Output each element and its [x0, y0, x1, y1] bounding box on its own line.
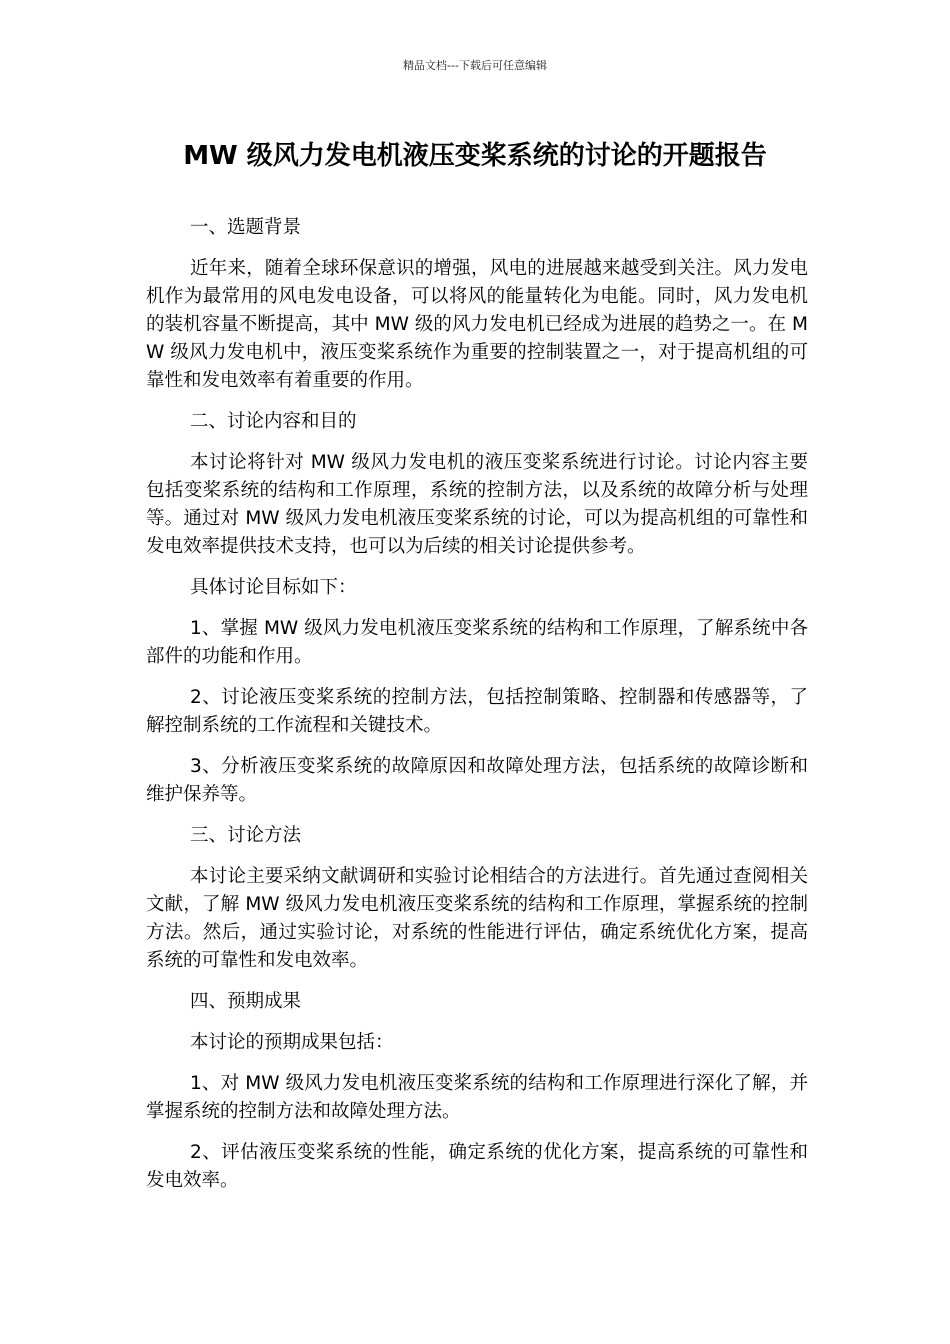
section-heading-expected-results: 四、预期成果	[190, 991, 302, 1012]
paragraph-goal-2: 2、讨论液压变桨系统的控制方法，包括控制策略、控制器和传感器等，了解控制系统的工作流程和关键技术。	[146, 687, 808, 736]
page-header-note: 精品文档---下载后可任意编辑	[403, 59, 547, 72]
section-heading-content-purpose: 二、讨论内容和目的	[190, 411, 357, 432]
section-heading-background: 一、选题背景	[190, 217, 302, 238]
paragraph-result-2: 2、评估液压变桨系统的性能，确定系统的优化方案，提高系统的可靠性和发电效率。	[146, 1142, 808, 1191]
paragraph-result-1: 1、对 MW 级风力发电机液压变桨系统的结构和工作原理进行深化了解，并掌握系统的控制方法和故障处理方法。	[146, 1073, 808, 1122]
paragraph-content-purpose: 本讨论将针对 MW 级风力发电机的液压变桨系统进行讨论。讨论内容主要包括变桨系统的结构和工作原理，系统的控制方法，以及系统的故障分析与处理等。通过对 MW 级风力发电机液压变桨系统的讨论，可以为提高机组的可靠性和发电效率提供技术支持，也可以为后续的相关讨论提供参考。	[146, 452, 808, 557]
paragraph-method: 本讨论主要采纳文献调研和实验讨论相结合的方法进行。首先通过查阅相关文献，了解 MW 级风力发电机液压变桨系统的结构和工作原理，掌握系统的控制方法。然后，通过实验讨论，对系统的性能进行评估，确定系统优化方案，提高系统的可靠性和发电效率。	[146, 866, 808, 971]
paragraph-background: 近年来，随着全球环保意识的增强，风电的进展越来越受到关注。风力发电机作为最常用的风电发电设备，可以将风的能量转化为电能。同时，风力发电机的装机容量不断提高，其中 MW 级的风力发电机已经成为进展的趋势之一。在 MW 级风力发电机中，液压变桨系统作为重要的控制装置之一，对于提高机组的可靠性和发电效率有着重要的作用。	[146, 258, 808, 391]
paragraph-goal-1: 1、掌握 MW 级风力发电机液压变桨系统的结构和工作原理，了解系统中各部件的功能和作用。	[146, 618, 808, 667]
document-body	[146, 214, 808, 1208]
section-heading-method: 三、讨论方法	[190, 825, 302, 846]
paragraph-goals-intro: 具体讨论目标如下：	[190, 577, 357, 598]
document-title: MW 级风力发电机液压变桨系统的讨论的开题报告	[183, 141, 767, 171]
paragraph-results-intro: 本讨论的预期成果包括：	[190, 1032, 394, 1053]
paragraph-goal-3: 3、分析液压变桨系统的故障原因和故障处理方法，包括系统的故障诊断和维护保养等。	[146, 756, 808, 805]
